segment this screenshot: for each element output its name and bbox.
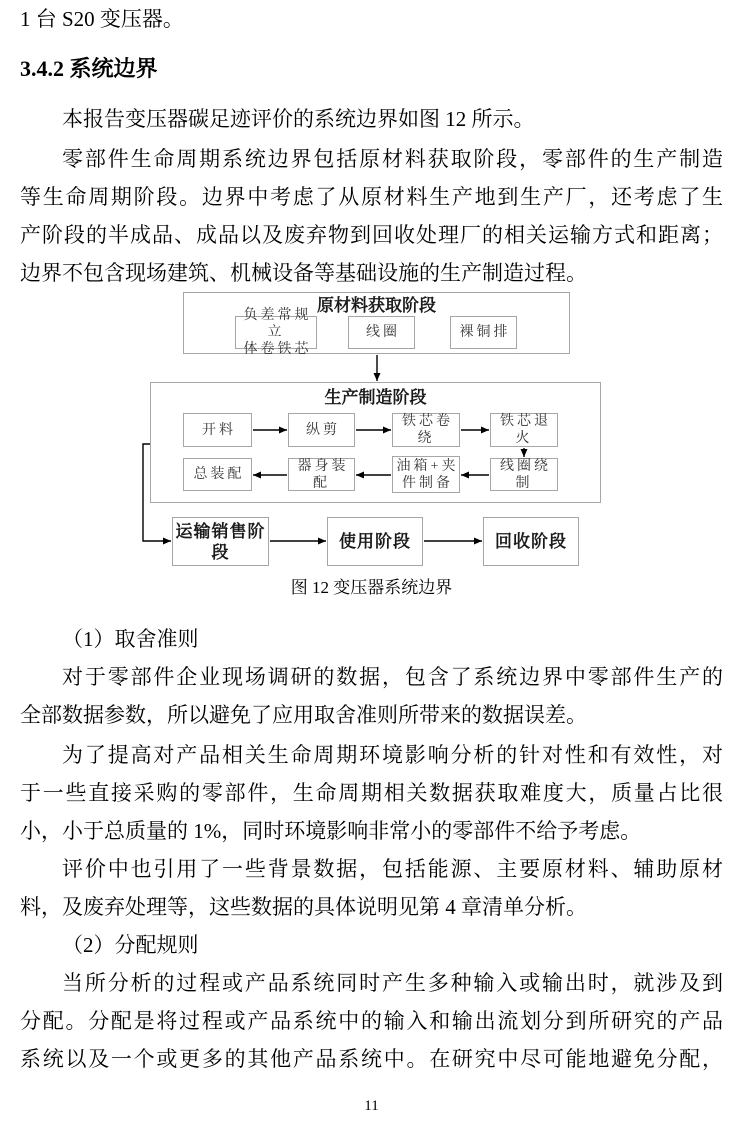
node-wound-core (235, 308, 317, 357)
node-final-assembly: 总装配 (183, 458, 252, 491)
page-number: 11 (364, 1098, 379, 1114)
stage-transport-line2: 段 (211, 542, 230, 562)
node-material-cutting: 开料 (183, 413, 252, 447)
paragraph-survey-line2: 全部数据参数，所以避免了应用取舍准则所带来的数据误差。 (20, 703, 587, 727)
stage-use: 使用阶段 (327, 517, 423, 566)
paragraph-intro-carryover: 1 台 S20 变压器。 (20, 7, 184, 31)
paragraph-figure-ref: 本报告变压器碳足迹评价的系统边界如图 12 所示。 (62, 107, 535, 131)
node-coil: 线圈 (348, 316, 415, 349)
item2-heading: （2）分配规则 (62, 933, 199, 957)
node-tank-clamp-line1: 油箱+夹 (396, 458, 459, 474)
paragraph-boundary-line4: 边界不包含现场建筑、机械设备等基础设施的生产制造过程。 (20, 261, 587, 285)
paragraph-background-line2: 料，及废弃处理等，这些数据的具体说明见第 4 章清单分析。 (20, 895, 587, 919)
paragraph-allocation-line2: 分配。分配是将过程或产品系统中的输入和输出流划分到所研究的产品 (20, 1009, 723, 1033)
manufacturing-stage-title: 生产制造阶段 (324, 388, 427, 407)
paragraph-cutoff-line1: 为了提高对产品相关生命周期环境影响分析的针对性和有效性，对 (62, 743, 723, 767)
paragraph-cutoff-line2: 于一些直接采购的零部件，生命周期相关数据获取难度大，质量占比很 (20, 781, 723, 805)
section-heading: 3.4.2 系统边界 (20, 56, 158, 81)
item1-heading: （1）取舍准则 (62, 627, 199, 651)
paragraph-boundary-line2: 等生命周期阶段。边界中考虑了从原材料生产地到生产厂，还考虑了生 (20, 185, 723, 209)
node-body-assembly: 器身装配 (288, 458, 355, 491)
figure-caption: 图 12 变压器系统边界 (290, 578, 453, 597)
paragraph-boundary-line1: 零部件生命周期系统边界包括原材料获取阶段，零部件的生产制造 (62, 147, 723, 171)
raw-material-stage-title: 原材料获取阶段 (317, 296, 436, 315)
paragraph-cutoff-line3: 小，小于总质量的 1%，同时环境影响非常小的零部件不给予考虑。 (20, 819, 642, 843)
paragraph-boundary-line3: 产阶段的半成品、成品以及废弃物到回收处理厂的相关运输方式和距离； (20, 223, 723, 247)
stage-recycling: 回收阶段 (483, 517, 579, 566)
node-wound-core-line1: 负差常规立 (243, 308, 312, 340)
stage-transport-sales (172, 517, 269, 566)
node-coil-winding: 线圈绕制 (490, 458, 558, 491)
node-core-winding: 铁芯卷绕 (392, 413, 460, 447)
paragraph-background-line1: 评价中也引用了一些背景数据，包括能源、主要原材料、辅助原材 (62, 857, 723, 881)
node-bare-copper-bar: 裸铜排 (450, 316, 517, 349)
stage-transport-line1: 运输销售阶 (175, 521, 266, 541)
node-wound-core-line2: 体卷铁芯 (243, 342, 312, 357)
paragraph-allocation-line1: 当所分析的过程或产品系统同时产生多种输入或输出时，就涉及到 (62, 971, 723, 995)
node-tank-clamp-prep (392, 456, 460, 493)
paragraph-survey-line1: 对于零部件企业现场调研的数据，包含了系统边界中零部件生产的 (62, 665, 723, 689)
paragraph-allocation-line3: 系统以及一个或更多的其他产品系统中。在研究中尽可能地避免分配， (20, 1047, 723, 1071)
node-core-annealing: 铁芯退火 (490, 413, 558, 447)
node-slitting: 纵剪 (288, 413, 355, 447)
node-tank-clamp-line2: 件制备 (402, 475, 453, 491)
